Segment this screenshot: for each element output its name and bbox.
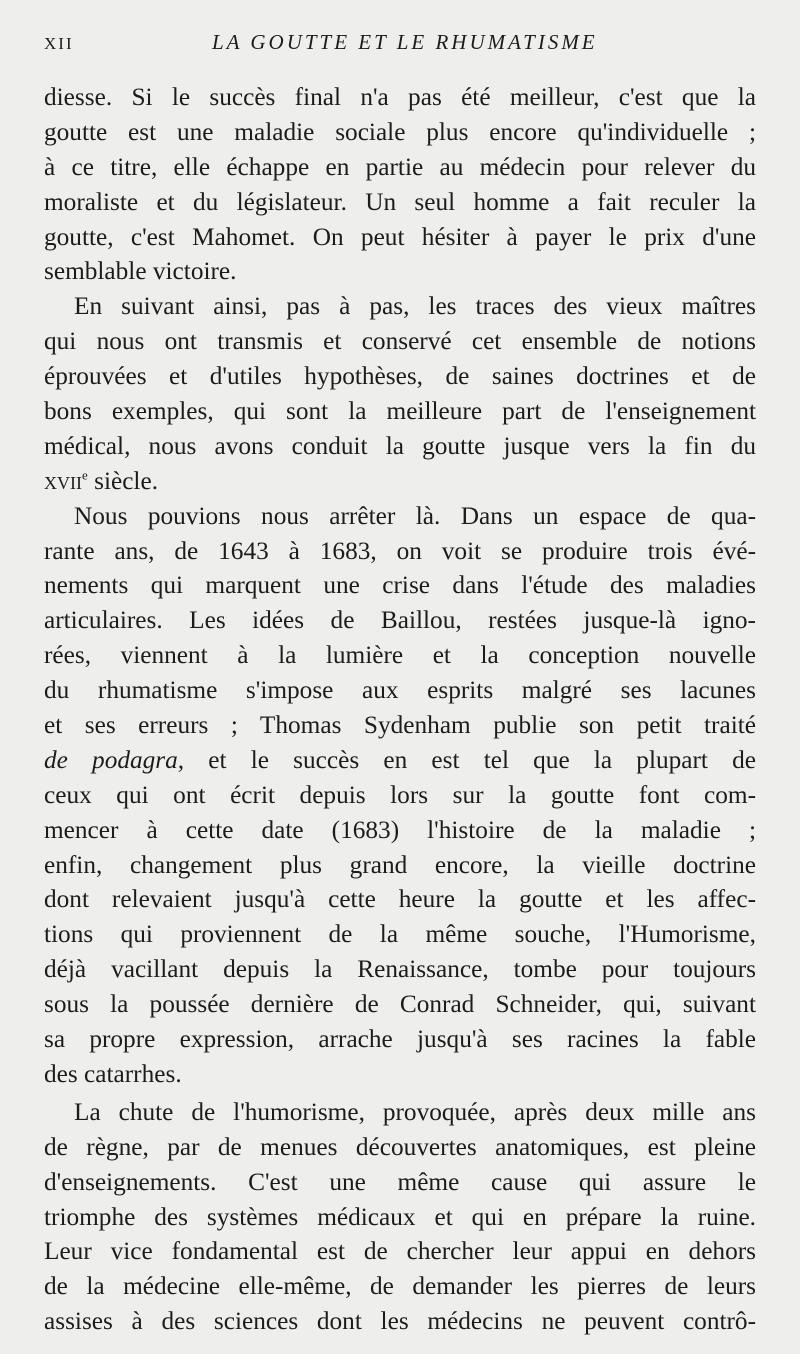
text-line: goutte, c'est Mahomet. On peut hésiter à payer le prix d'une	[44, 222, 756, 251]
text-line: mencer à cette date (1683) l'histoire de la maladie ;	[44, 815, 756, 844]
text-line: éprouvées et d'utiles hypothèses, de saines doctrines et de	[44, 362, 756, 391]
text-line: enfin, changement plus grand encore, la vieille doctrine	[44, 850, 756, 879]
text-line: rées, viennent à la lumière et la conception nouvelle	[44, 641, 756, 670]
italic-line-rest: et le succès en est tel que la plupart de	[184, 745, 756, 774]
page-header	[44, 30, 754, 66]
text-line: moraliste et du législateur. Un seul homme a fait reculer la	[44, 187, 756, 216]
page-number: XII	[44, 34, 74, 53]
text-line: des catarrhes.	[44, 1059, 182, 1088]
text-line: articulaires. Les idées de Baillou, restées jusque-là igno-	[44, 606, 756, 635]
text-line: En suivant ainsi, pas à pas, les traces des vieux maîtres	[74, 292, 756, 321]
text-line: La chute de l'humorisme, provoquée, après deux mille ans	[74, 1097, 756, 1126]
text-line: qui nous ont transmis et conservé cet ensemble de notions	[44, 327, 756, 356]
text-line: sous la poussée dernière de Conrad Schneider, qui, suivant	[44, 990, 756, 1019]
text-line: et ses erreurs ; Thomas Sydenham publie son petit traité	[44, 711, 756, 740]
running-title: LA GOUTTE ET LE RHUMATISME	[212, 30, 598, 54]
text-line: à ce titre, elle échappe en partie au médecin pour relever du	[44, 152, 756, 181]
text-line: d'enseignements. C'est une même cause qui assure le	[44, 1167, 756, 1196]
text-line: du rhumatisme s'impose aux esprits malgré ses lacunes	[44, 676, 756, 705]
text-line: de règne, par de menues découvertes anatomiques, est pleine	[44, 1132, 756, 1161]
century-line	[44, 464, 756, 499]
text-line: bons exemples, qui sont la meilleure part de l'enseignement	[44, 397, 756, 426]
text-line: nements qui marquent une crise dans l'étude des maladies	[44, 571, 756, 600]
text-line: Leur vice fondamental est de chercher leur appui en dehors	[44, 1237, 756, 1266]
text-line: triomphe des systèmes médicaux et qui en prépare la ruine.	[44, 1202, 756, 1231]
text-line: de la médecine elle-même, de demander les pierres de leurs	[44, 1272, 756, 1301]
text-line: tions qui proviennent de la même souche, l'Humorisme,	[44, 920, 756, 949]
text-line: diesse. Si le succès final n'a pas été meilleur, c'est que la	[44, 83, 756, 111]
text-line: sa propre expression, arrache jusqu'à ses racines la fable	[44, 1025, 756, 1054]
text-line: déjà vacillant depuis la Renaissance, tombe pour toujours	[44, 955, 756, 984]
italic-title: de podagra,	[44, 745, 185, 774]
italic-title-line	[44, 743, 756, 778]
text-line: ceux qui ont écrit depuis lors sur la goutte font com-	[44, 780, 756, 809]
century-suffix: e	[82, 467, 88, 483]
text-line: assises à des sciences dont les médecins ne peuvent contrô-	[44, 1307, 756, 1336]
text-line: médical, nous avons conduit la goutte jusque vers la fin du	[44, 431, 756, 460]
body-text	[44, 80, 756, 1339]
text-line: dont relevaient jusqu'à cette heure la goutte et les affec-	[44, 885, 756, 914]
text-line: semblable victoire.	[44, 257, 237, 286]
text-line: Nous pouvions nous arrêter là. Dans un espace de qua-	[74, 501, 756, 530]
century-rest: siècle.	[87, 466, 159, 495]
text-line: rante ans, de 1643 à 1683, on voit se produire trois évé-	[44, 536, 756, 565]
century-numeral: xvii	[44, 466, 82, 495]
text-line: goutte est une maladie sociale plus encore qu'individuelle ;	[44, 117, 756, 146]
